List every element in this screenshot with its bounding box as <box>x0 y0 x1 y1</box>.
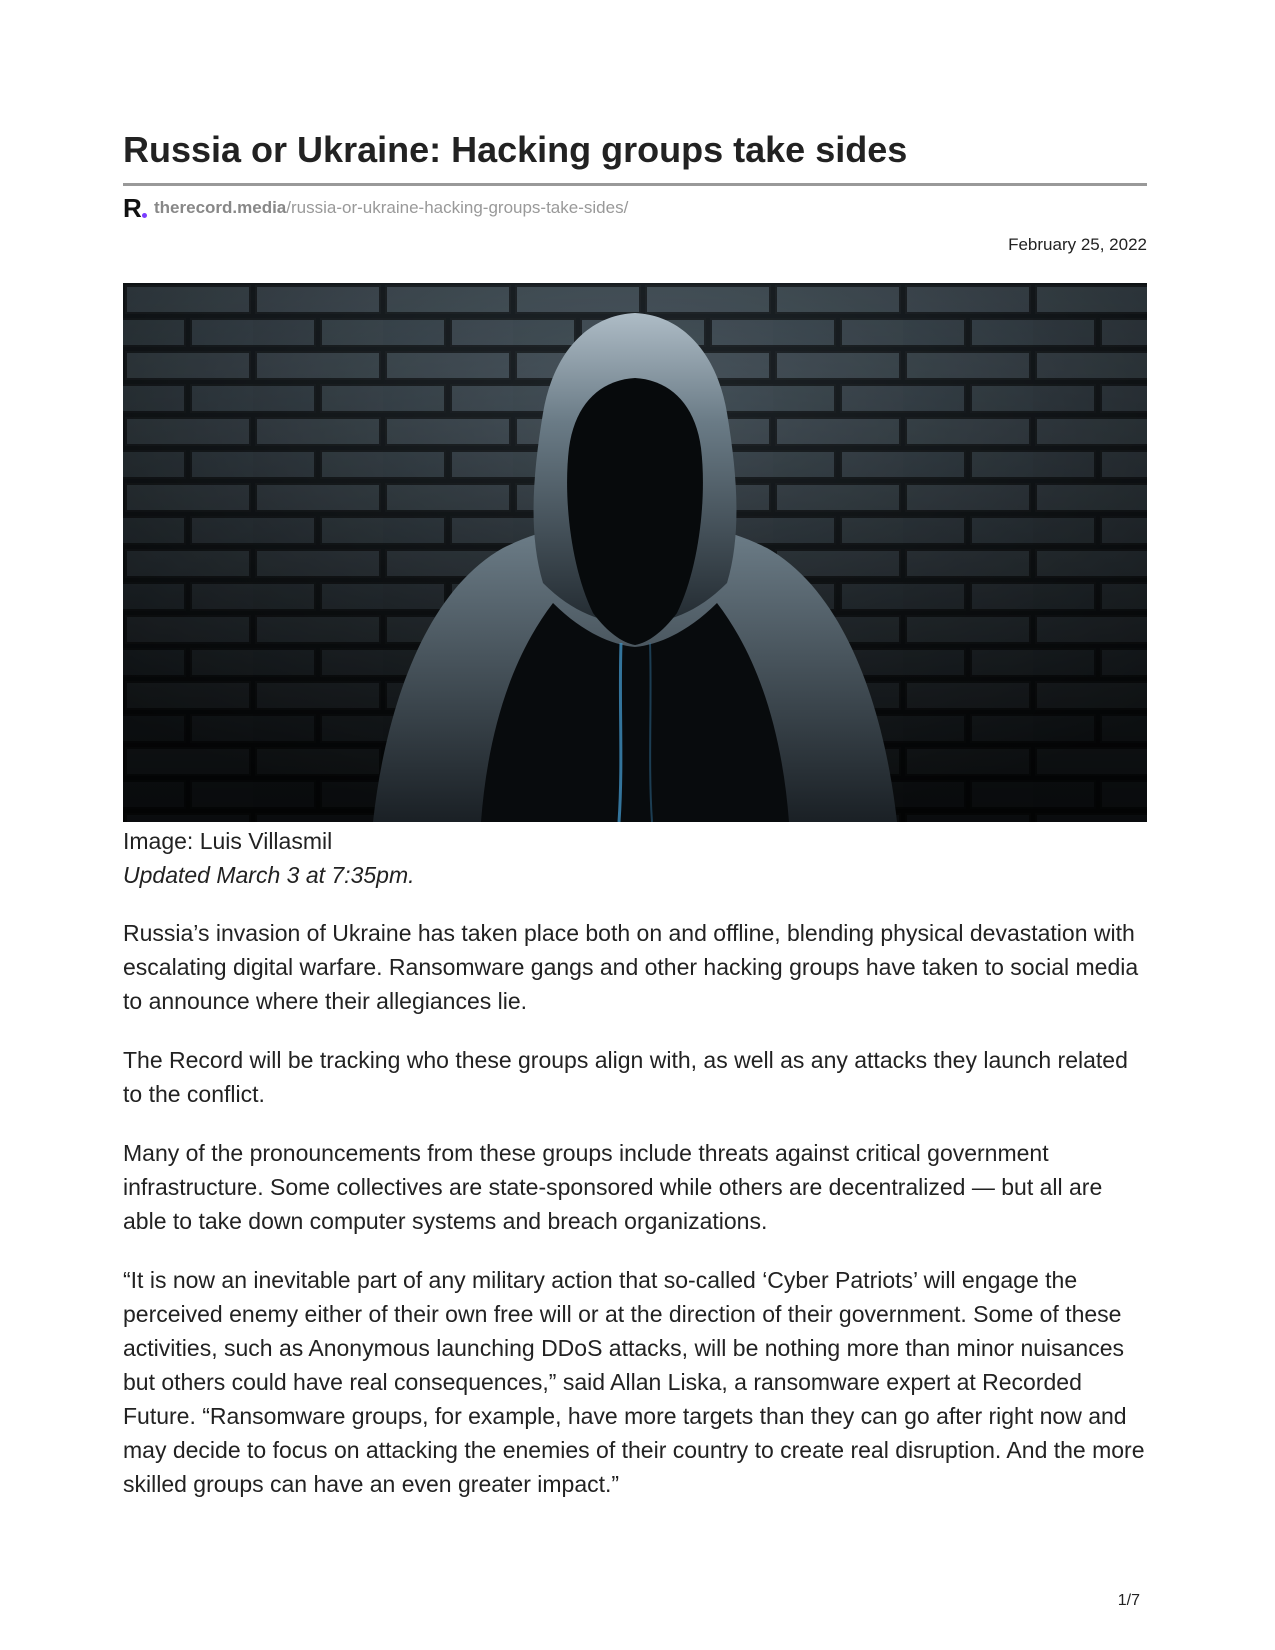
source-url-link[interactable] <box>154 198 628 218</box>
updated-note: Updated March 3 at 7:35pm. <box>123 862 415 888</box>
paragraph-4: “It is now an inevitable part of any military action that so-called ‘Cyber Patriots’ will engage the perceived enemy either of their own free will or at the direction of their government. Some of these activities, such as Anonymous launching DDoS attacks, will be nothing more than minor nuisances but others could have real consequences,” said Allan Liska, a ransomware expert at Recorded Future. “Ransomware groups, for example, have more targets than they can go after right now and may decide to focus on attacking the enemies of their country to create real disruption. And the more skilled groups can have an even greater impact.” <box>123 1267 1145 1497</box>
article-body <box>123 916 1147 1526</box>
the-record-logo-icon <box>123 193 147 223</box>
logo-letter: R <box>123 193 141 223</box>
paragraph-1: Russia’s invasion of Ukraine has taken place both on and offline, blending physical devastation with escalating digital warfare. Ransomware gangs and other hacking groups have taken to social media to announce where their allegiances lie. <box>123 920 1139 1014</box>
paragraph-2: The Record will be tracking who these groups align with, as well as any attacks they launch related to the conflict. <box>123 1047 1128 1107</box>
source-path: /russia-or-ukraine-hacking-groups-take-sides/ <box>286 198 629 217</box>
image-caption: Image: Luis Villasmil <box>123 828 333 854</box>
source-line <box>123 195 628 221</box>
logo-dot <box>142 213 147 218</box>
paragraph-3: Many of the pronouncements from these groups include threats against critical government infrastructure. Some collectives are state-sponsored while others are decentralized — but all are able to take down computer systems and breach organizations. <box>123 1140 1103 1234</box>
article-title: Russia or Ukraine: Hacking groups take sides <box>123 129 908 170</box>
page-number: 1/7 <box>1117 1592 1140 1609</box>
publish-date: February 25, 2022 <box>1008 235 1147 254</box>
hero-image-hooded-figure <box>123 283 1147 822</box>
source-domain: therecord.media <box>154 198 287 217</box>
title-divider <box>123 183 1147 186</box>
